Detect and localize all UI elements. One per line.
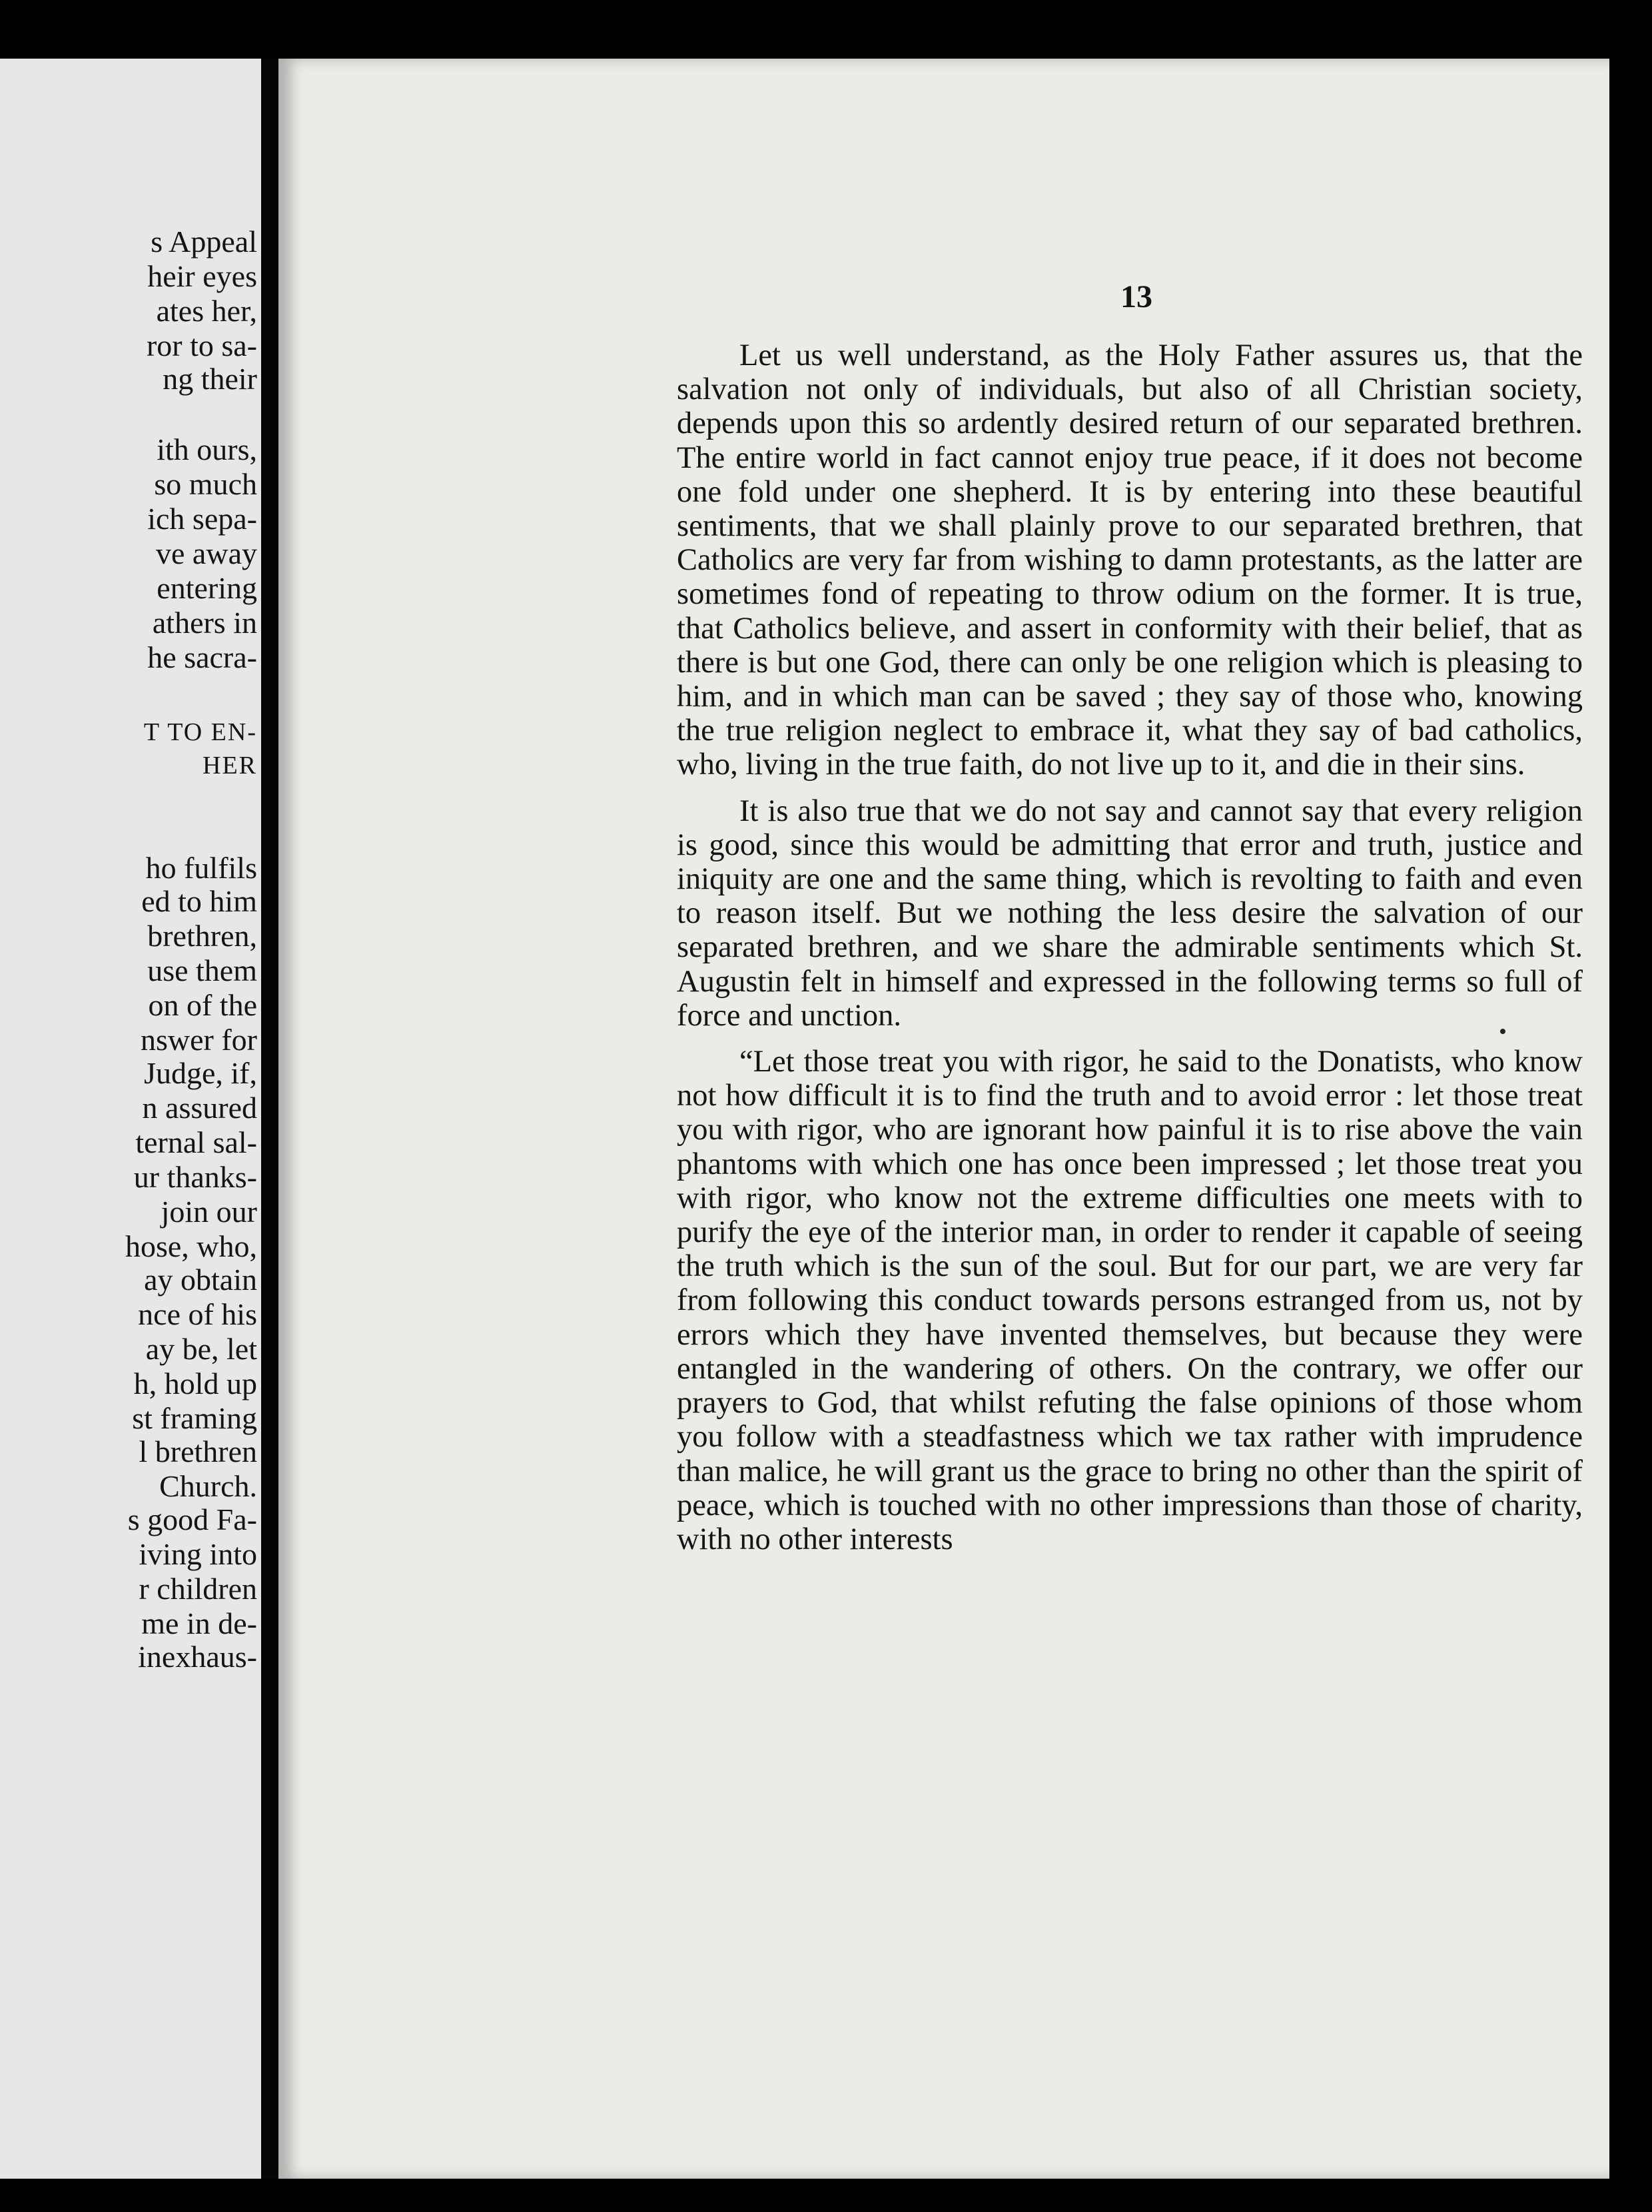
book-page bbox=[278, 59, 1609, 2179]
paragraph-1: Let us well understand, as the Holy Father assures us, that the salvation not only of individuals, but also of all Christian society, depends upon this so ardently desired return of our separated brethren. The entire world in fact cannot enjoy true peace, if it does not become one fold under one shepherd. It is by entering into these beautiful sentiments, that we shall plainly prove to our separated brethren, that Catholics are very far from wishing to damn protestants, as the latter are sometimes fond of repeating to throw odium on the former. It is true, that Catholics believe, and assert in conformity with their belief, that as there is but one God, there can only be one religion which is pleasing to him, and in which man can be saved ; they say of those who, knowing the true religion neglect to embrace it, what they say of bad catholics, who, living in the true faith, do not live up to it, and die in their sins. bbox=[677, 338, 1583, 782]
page-number: 13 bbox=[1120, 279, 1152, 314]
facing-page-line: ich sepa- bbox=[147, 502, 257, 536]
facing-page-line: join our bbox=[161, 1195, 257, 1229]
facing-page-line: ng their bbox=[163, 362, 257, 396]
facing-page-line: nswer for bbox=[141, 1023, 257, 1057]
facing-page-line: r children bbox=[139, 1572, 257, 1606]
ink-speck bbox=[1500, 1029, 1505, 1034]
facing-page-line: st framing bbox=[132, 1401, 257, 1435]
facing-page-line: s Appeal bbox=[151, 225, 257, 259]
facing-page-line: ror to sa- bbox=[146, 328, 257, 362]
paragraph-2: It is also true that we do not say and cannot say that every religion is good, since this would be admitting that error and truth, justice and iniquity are one and the same thing, which is revolting to faith and even to reason itself. But we nothing the less desire the salvation of our separated brethren, and we share the admirable sentiments which St. Augustin felt in himself and expressed in the following terms so full of force and unction. bbox=[677, 794, 1583, 1033]
facing-page-line: ith ours, bbox=[157, 432, 257, 466]
facing-page-line: Judge, if, bbox=[144, 1056, 257, 1090]
facing-page-line: ur thanks- bbox=[133, 1160, 257, 1194]
facing-page-line: so much bbox=[154, 467, 257, 501]
facing-page-line: s good Fa- bbox=[127, 1502, 257, 1536]
facing-page-line: brethren, bbox=[147, 919, 257, 953]
facing-page-line: ed to him bbox=[141, 884, 257, 918]
facing-page-line: ho fulfils bbox=[145, 851, 257, 885]
facing-page-line: Church. bbox=[159, 1469, 257, 1503]
facing-page-line: ay obtain bbox=[144, 1263, 257, 1297]
facing-page-fragment bbox=[0, 59, 261, 2179]
facing-page-line: ates her, bbox=[156, 294, 257, 328]
facing-page-line: ternal sal- bbox=[135, 1125, 257, 1159]
body-text bbox=[677, 338, 1583, 1568]
facing-page-line: entering bbox=[157, 571, 257, 605]
facing-page-line: iving into bbox=[139, 1537, 257, 1571]
facing-page-line: T TO EN- bbox=[143, 718, 257, 746]
facing-page-line: n assured bbox=[142, 1091, 257, 1125]
facing-page-line: heir eyes bbox=[147, 259, 257, 293]
facing-page-line: inexhaus- bbox=[138, 1640, 257, 1674]
facing-page-line: ve away bbox=[156, 536, 257, 570]
facing-page-line: nce of his bbox=[138, 1297, 257, 1331]
facing-page-line: on of the bbox=[148, 988, 257, 1022]
facing-page-line: use them bbox=[147, 953, 257, 987]
facing-page-line: he sacra- bbox=[147, 640, 257, 674]
facing-page-line: hose, who, bbox=[125, 1229, 257, 1263]
facing-page-line: HER bbox=[203, 752, 257, 780]
facing-page-line: l brethren bbox=[139, 1434, 257, 1468]
facing-page-line: me in de- bbox=[141, 1606, 257, 1640]
facing-page-line: h, hold up bbox=[133, 1367, 257, 1400]
facing-page-line: athers in bbox=[152, 606, 257, 640]
facing-page-line: ay be, let bbox=[145, 1332, 257, 1366]
paragraph-3: “Let those treat you with rigor, he said to the Donatists, who know not how difficult it is to find the truth and to avoid error : let those treat you with rigor, who are ignorant how painful it is to rise above the vain phantoms with which one has once been impressed ; let those treat you with rigor, who know not the extreme difficulties one meets with to purify the eye of the interior man, in order to render it capable of seeing the truth which is the sun of the soul. But for our part, we are very far from following this conduct towards persons estranged from us, not by errors which they have invented themselves, but because they were entangled in the wandering of others. On the contrary, we offer our prayers to God, that whilst refuting the false opinions of those whom you follow with a steadfastness which we tax rather with imprudence than malice, he will grant us the grace to bring no other than the spirit of peace, which is touched with no other impressions than those of charity, with no other interests bbox=[677, 1045, 1583, 1556]
